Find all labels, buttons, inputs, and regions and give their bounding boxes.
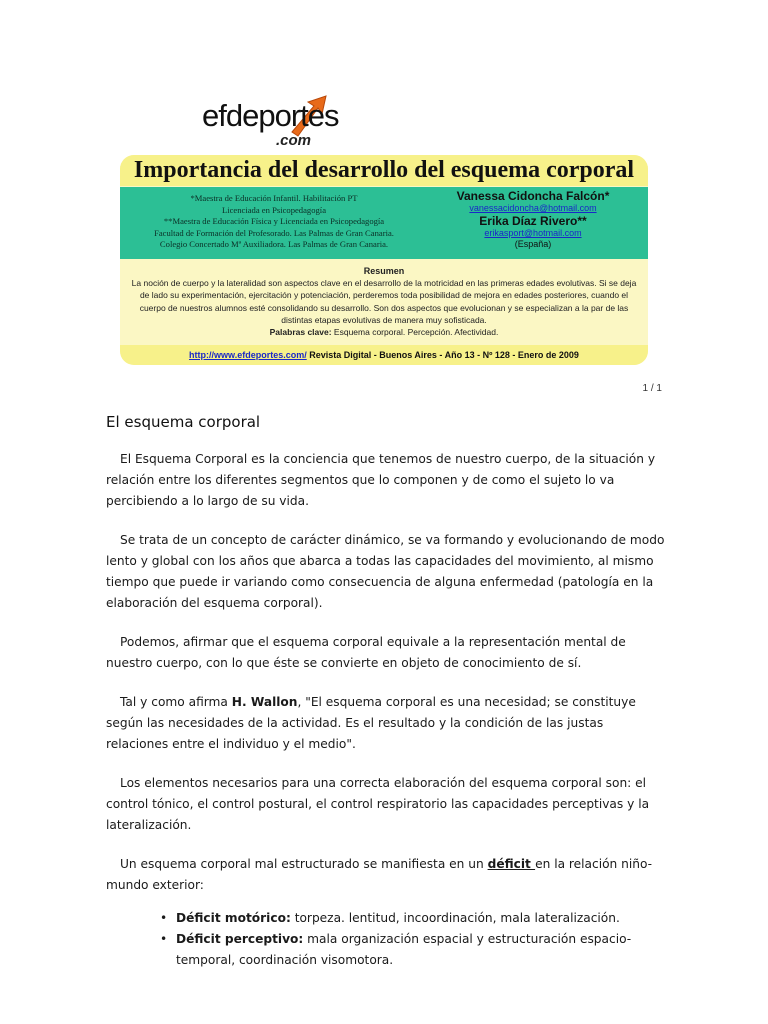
paragraph [106, 692, 666, 755]
author-1-email-link[interactable]: vanessacidoncha@hotmail.com [469, 203, 597, 213]
bullet-label: Déficit motórico: [176, 911, 291, 925]
paragraph: El Esquema Corporal es la conciencia que tenemos de nuestro cuerpo, de la situación y relación entre los diferentes segmentos que lo componen y de como el sujeto lo va percibiendo a lo largo de su vida. [106, 452, 656, 508]
logo-suffix: .com [276, 132, 312, 149]
section-heading: El esquema corporal [106, 413, 261, 431]
deficit-link[interactable]: déficit [487, 857, 536, 871]
article-banner [120, 155, 648, 365]
list-item [176, 908, 666, 929]
journal-footer [120, 345, 648, 365]
authors-band [120, 187, 648, 259]
list-item [176, 929, 666, 971]
deficit-list [106, 908, 666, 971]
bullet-text: mala organización espacial y estructuración espacio-temporal, coordinación visomotora. [176, 932, 632, 967]
paragraph [106, 854, 666, 896]
paragraph: Los elementos necesarios para una correcta elaboración del esquema corporal son: el control tónico, el control postural, el control respiratorio las capacidades perceptivas y la lateralización. [106, 776, 650, 832]
abstract-text: La noción de cuerpo y la lateralidad son aspectos clave en el desarrollo de la motricidad en las primeras edades evolutivas. Si se deja de lado su experimentación, ejercitación y potenciación, perderemos toda posibilidad de mejora en edades posteriores, cuando el cuerpo de nuestros alumnos esté consolidando su desarrollo. Son dos aspectos que evolucionan y se especializan a la par de las distintas etapas evolutivas de manera muy sofisticada. [131, 278, 637, 325]
affiliation-line: Facultad de Formación del Profesorado. Las Palmas de Gran Canaria. [154, 227, 394, 238]
efdeportes-logo[interactable] [202, 94, 339, 154]
article-title: Importancia del desarrollo del esquema corporal [120, 155, 648, 186]
author-names [428, 189, 638, 250]
article-body [106, 411, 666, 971]
page-number: 1 / 1 [642, 383, 662, 394]
paragraph: Se trata de un concepto de carácter dinámico, se va formando y evolucionando de modo lento y global con los años que abarca a todas las capacidades del movimiento, al mismo tiempo que puede ir variando como consecuencia de alguna enfermedad (patología en la elaboración del esquema corporal). [106, 533, 665, 610]
author-2: Erika Díaz Rivero** [479, 214, 587, 228]
abstract [130, 265, 638, 338]
affiliation-line: Licenciada en Psicopedagogía [221, 204, 327, 215]
author-reference: H. Wallon [231, 695, 298, 709]
p6-pre: Un esquema corporal mal estructurado se manifiesta en un [120, 857, 488, 871]
efdeportes-link[interactable]: http://www.efdeportes.com/ [189, 350, 307, 360]
keywords [130, 326, 638, 338]
p4-post: , "El esquema corporal es una necesidad; se constituye según las necesidades de la actividad. Es el resultado y la condición de las justas relaciones entre el individuo y el medio". [106, 695, 636, 751]
affiliations [124, 193, 424, 251]
keywords-text: Esquema corporal. Percepción. Afectividad. [333, 327, 499, 338]
keywords-label: Palabras clave: [269, 327, 332, 338]
author-2-email-link[interactable]: erikasport@hotmail.com [484, 228, 582, 238]
affiliation-line: **Maestra de Educación Física y Licenciada en Psicopedagogía [163, 216, 385, 226]
affiliation-line: *Maestra de Educación Infantil. Habilitación PT [190, 193, 358, 203]
paragraph: Podemos, afirmar que el esquema corporal equivale a la representación mental de nuestro cuerpo, con lo que éste se convierte en objeto de conocimiento de sí. [106, 635, 626, 670]
logo-text: efdeportes [202, 98, 339, 133]
affiliation-line: Colegio Concertado Mª Auxiliadora. Las Palmas de Gran Canaria. [159, 239, 389, 249]
abstract-title: Resumen [363, 266, 405, 276]
country: (España) [514, 239, 552, 249]
bullet-text: torpeza. lentitud, incoordinación, mala lateralización. [290, 911, 620, 925]
p4-pre: Tal y como afirma [120, 695, 232, 709]
p6-post: en la relación niño-mundo exterior: [106, 857, 653, 892]
bullet-label: Déficit perceptivo: [176, 932, 304, 946]
journal-info: Revista Digital - Buenos Aires - Año 13 - Nº 128 - Enero de 2009 [306, 350, 579, 360]
author-1: Vanessa Cidoncha Falcón* [456, 189, 610, 203]
